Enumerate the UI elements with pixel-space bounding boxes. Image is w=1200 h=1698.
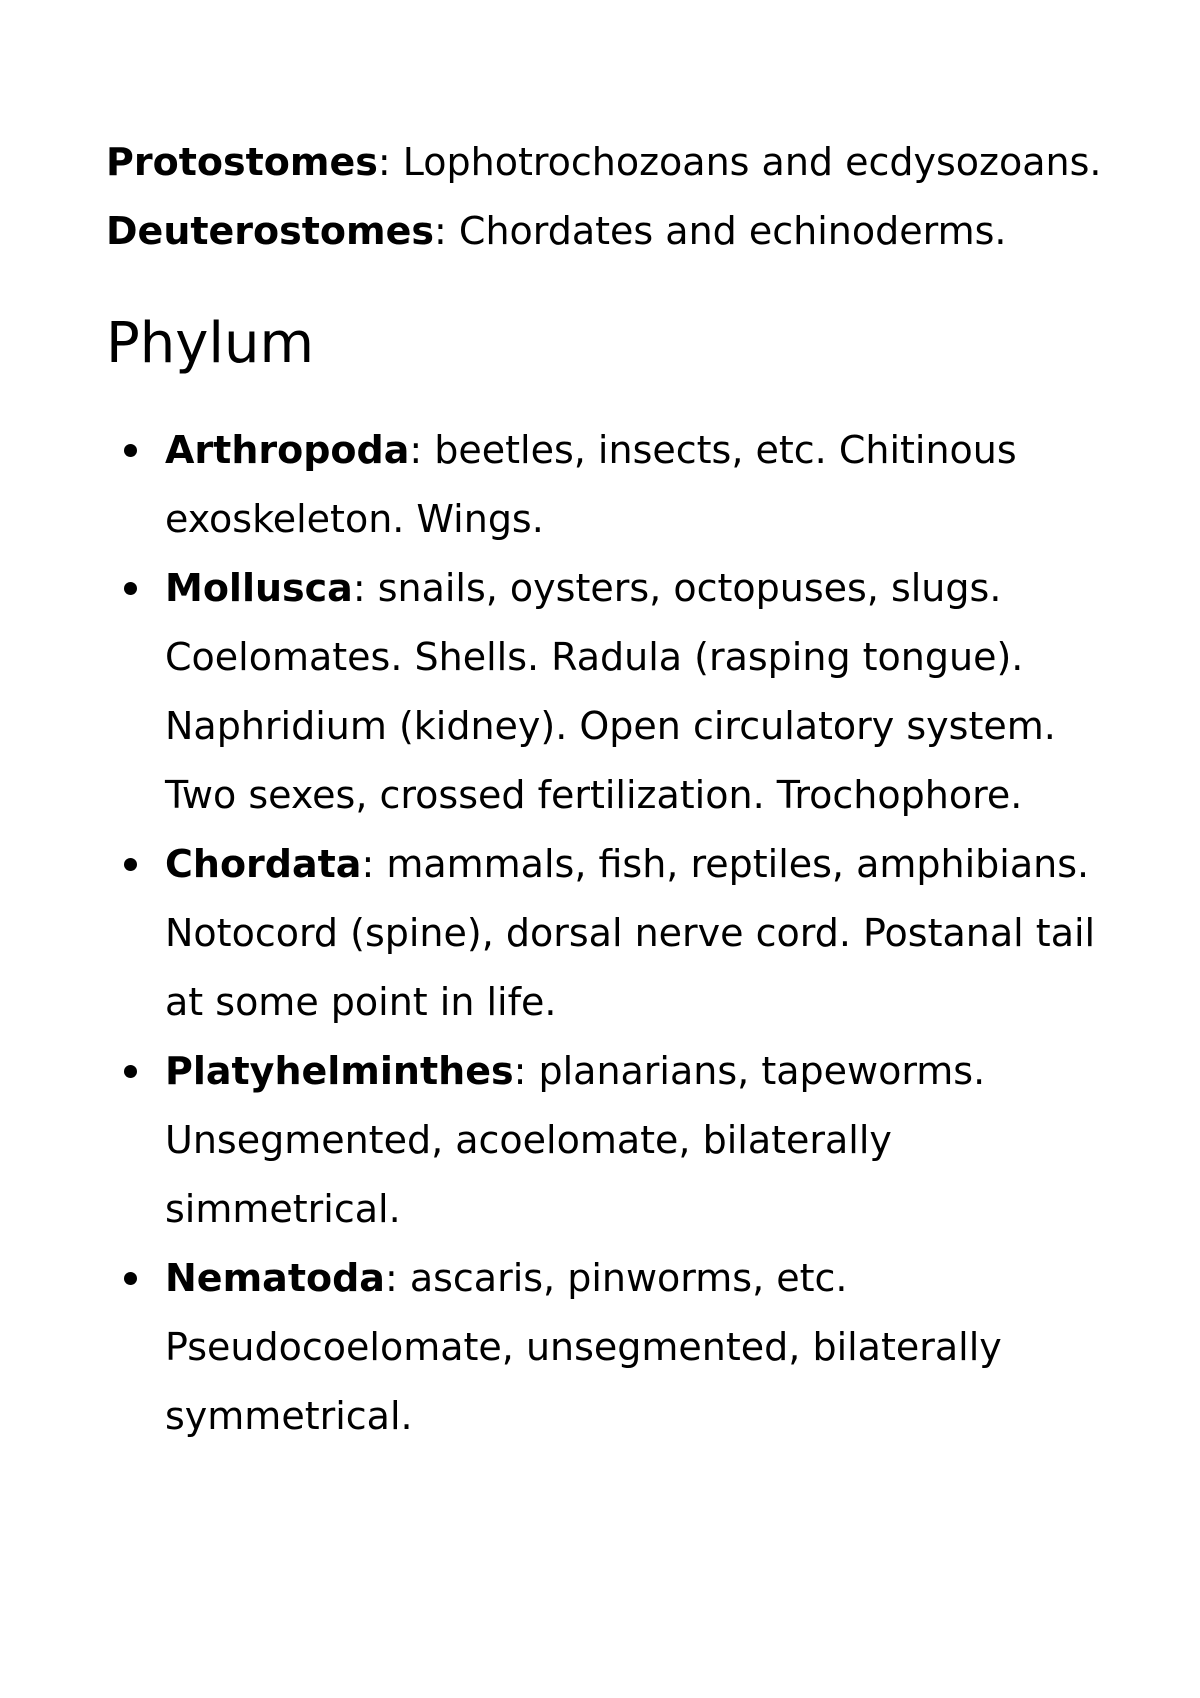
document-page	[106, 128, 1116, 1451]
protostomes-paragraph	[106, 128, 1116, 197]
deuterostomes-description: : Chordates and echinoderms.	[434, 209, 1007, 253]
arthropoda-description: : beetles, insects, etc. Chitinous exoskeleton. Wings.	[165, 428, 1017, 541]
phylum-heading: Phylum	[106, 311, 315, 376]
bullet-icon	[124, 582, 137, 595]
deuterostomes-paragraph	[106, 197, 1116, 266]
bullet-icon	[124, 858, 137, 871]
bullet-icon	[124, 444, 137, 457]
bullet-icon	[124, 1272, 137, 1285]
list-item-arthropoda	[106, 416, 1116, 554]
mollusca-term: Mollusca	[165, 566, 353, 610]
chordata-term: Chordata	[165, 842, 362, 886]
list-item-platyhelminthes	[106, 1037, 1116, 1244]
chordata-description: : mammals, fish, reptiles, amphibians. Notocord (spine), dorsal nerve cord. Postanal tail at some point in life.	[165, 842, 1096, 1024]
bullet-icon	[124, 1065, 137, 1078]
nematoda-description: : ascaris, pinworms, etc. Pseudocoelomate, unsegmented, bilaterally symmetrical.	[165, 1256, 1002, 1438]
deuterostomes-term: Deuterostomes	[106, 209, 435, 253]
list-item-chordata	[106, 830, 1116, 1037]
arthropoda-term: Arthropoda	[165, 428, 410, 472]
protostomes-term: Protostomes	[106, 140, 378, 184]
phylum-list	[106, 416, 1116, 1451]
platyhelminthes-term: Platyhelminthes	[165, 1049, 514, 1093]
nematoda-term: Nematoda	[165, 1256, 385, 1300]
list-item-mollusca	[106, 554, 1116, 830]
protostomes-description: : Lophotrochozoans and ecdysozoans.	[377, 140, 1102, 184]
mollusca-description: : snails, oysters, octopuses, slugs. Coelomates. Shells. Radula (rasping tongue). Naphridium (kidney). Open circulatory system. Two sexes, crossed fertilization. Trochophore.	[165, 566, 1056, 817]
list-item-nematoda	[106, 1244, 1116, 1451]
platyhelminthes-description: : planarians, tapeworms. Unsegmented, acoelomate, bilaterally simmetrical.	[165, 1049, 986, 1231]
